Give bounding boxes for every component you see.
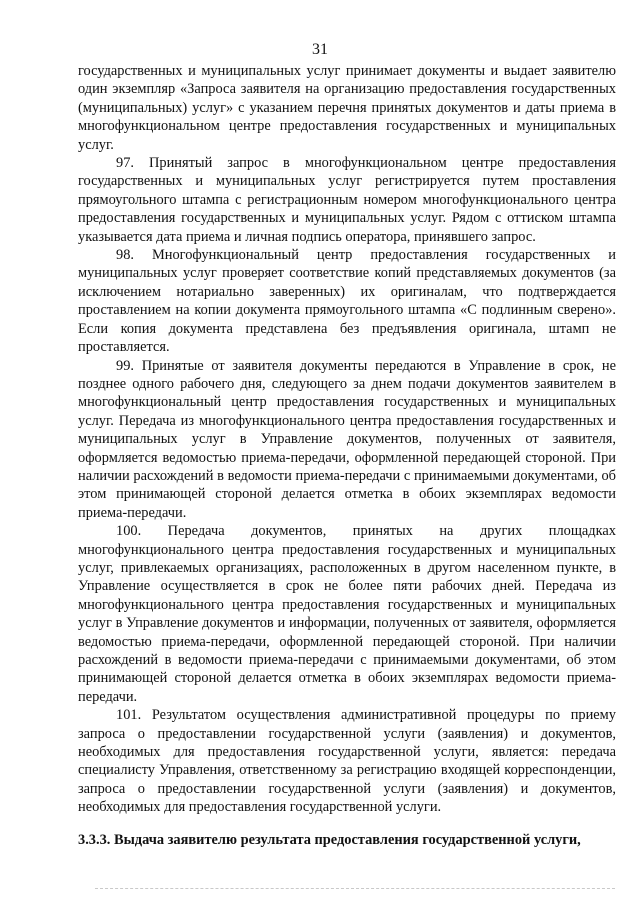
paragraph-100: 100. Передача документов, принятых на других площадках многофункционального центра предоставления государственных и муниципальных услуг, привлекаемых организациях, расположенных в другом населенном пункте, в Управление осуществляется в срок не более пяти рабочих дней. Передача из многофункционального центра предоставления государственных и муниципальных услуг в Управление документов и информации, полученных от заявителя, оформляется ведомостью приема-передачи, оформленной передающей стороной. При наличии расхождений в ведомости приема-передачи с принимаемыми документами, об этом принимающей стороной делается отметка в обоих экземплярах ведомости приема-передачи. bbox=[78, 523, 616, 705]
paragraph-97: 97. Принятый запрос в многофункциональном центре предоставления государственных и муниципальных услуг регистрируется путем проставления прямоугольного штампа с регистрационным номером многофункционального центра предоставления государственных и муниципальных услуг. Рядом с оттиском штампа указывается дата приема и личная подпись оператора, принявшего запрос. bbox=[78, 155, 616, 245]
document-body bbox=[78, 62, 616, 849]
page-number: 31 bbox=[312, 41, 328, 58]
paragraph-101: 101. Результатом осуществления административной процедуры по приему запроса о предоставлении государственной услуги (заявления) и документов, необходимых для предоставления государственной услуги, является: передача специалисту Управления, ответственному за регистрацию входящей корреспонденции, запроса о предоставлении государственной услуги (заявления) и документов, необходимых для предоставления государственной услуги. bbox=[78, 707, 616, 816]
paragraph-99: 99. Принятые от заявителя документы передаются в Управление в срок, не позднее одного рабочего дня, следующего за днем подачи документов заявителем в многофункциональный центр предоставления государственных и муниципальных услуг. Передача из многофункционального центра предоставления государственных и муниципальных услуг в Управление документов, полученных от заявителя, оформляется ведомостью приема-передачи, оформленной передающей стороной. При наличии расхождений в ведомости приема-передачи с принимаемыми документами, об этом принимающей стороной делается отметка в обоих экземплярах ведомости приема-передачи. bbox=[78, 357, 616, 521]
paragraph-98: 98. Многофункциональный центр предоставления государственных и муниципальных услуг проверяет соответствие копий представляемых документов (за исключением нотариально заверенных) их оригиналам, что подтверждается проставлением на копии документа прямоугольного штампа «С подлинным сверено». Если копия документа представлена без предъявления оригинала, штамп не проставляется. bbox=[78, 247, 616, 356]
scan-artifact-line bbox=[95, 888, 615, 889]
section-heading: 3.3.3. Выдача заявителю результата предоставления государственной услуги, bbox=[78, 831, 581, 848]
paragraph-continuation: государственных и муниципальных услуг принимает документы и выдает заявителю один экземпляр «Запроса заявителя на организацию предоставления государственных (муниципальных) услуг» с указанием перечня принятых документов и даты приема в многофункциональном центре предоставления государственных и муниципальных услуг. bbox=[78, 63, 616, 153]
